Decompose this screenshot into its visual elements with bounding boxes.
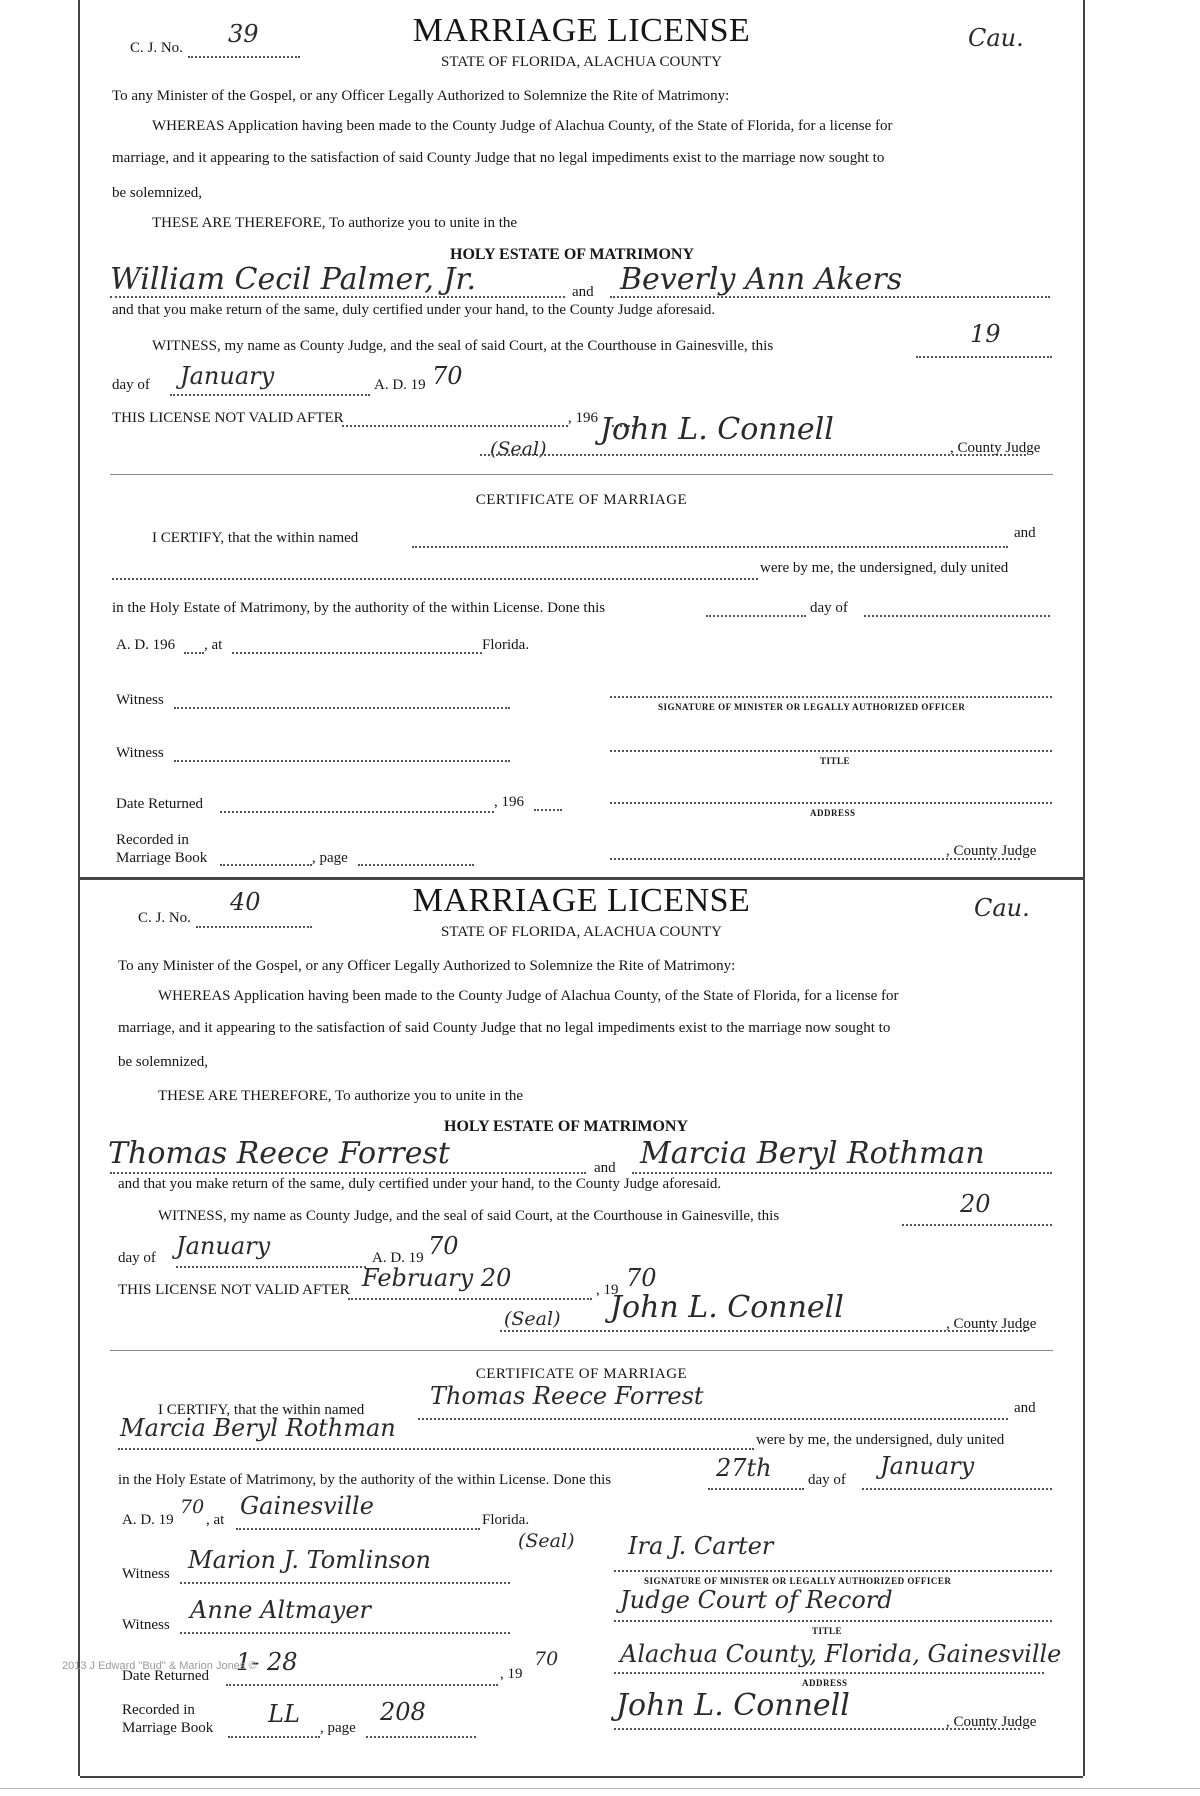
were-by-me-label: were by me, the undersigned, duly united (756, 1432, 1005, 1448)
day-number-line (916, 356, 1052, 358)
place: Gainesville (240, 1492, 374, 1520)
whereas-line-3: be solemnized, (112, 185, 202, 201)
year: 70 (428, 1232, 459, 1260)
copyright-watermark: 2013 J Edward "Bud" & Marion Jones © (62, 1660, 257, 1672)
certificate-title: CERTIFICATE OF MARRIAGE (475, 1366, 688, 1382)
date-returned-year: 70 (534, 1648, 559, 1670)
judge-signature: John L. Connell (600, 412, 834, 447)
cert-year-line (184, 652, 204, 654)
officer-title: Judge Court of Record (620, 1586, 893, 1614)
seal-mark: (Seal) (490, 438, 547, 460)
license-title: MARRIAGE LICENSE (412, 12, 751, 49)
cert-at-label: , at (206, 1512, 225, 1528)
witness-line: WITNESS, my name as County Judge, and the seal of said Court, at the Courthouse in Gainesville, this (158, 1208, 780, 1224)
officer-address-line (614, 1672, 1044, 1674)
county-judge-label: , County Judge (950, 440, 1041, 456)
month: January (176, 1232, 271, 1260)
address-caption: ADDRESS (802, 1678, 848, 1688)
certify-groom-line (418, 1418, 1008, 1420)
date-returned-year-label: , 19 (500, 1666, 523, 1682)
holy-estate-heading: HOLY ESTATE OF MATRIMONY (450, 246, 695, 263)
done-month-line (862, 1488, 1052, 1490)
not-valid-line (348, 1298, 592, 1300)
document-sheet (78, 0, 1085, 1776)
not-valid-date: February 20 (362, 1264, 512, 1292)
cj-label: C. J. No. (130, 40, 183, 56)
marriage-license-39 (80, 0, 1083, 880)
witness-1-label: Witness (122, 1566, 170, 1582)
marriage-book-label: Marriage Book (116, 850, 208, 866)
witness-2: Anne Altmayer (190, 1596, 372, 1624)
ad-label: A. D. 19 (374, 377, 426, 393)
day-of-label: day of (118, 1250, 156, 1266)
bride-line (610, 296, 1050, 298)
license-subtitle: STATE OF FLORIDA, ALACHUA COUNTY (441, 924, 722, 940)
month-line (176, 1266, 366, 1268)
whereas-line-1: WHEREAS Application having been made to the County Judge of Alachua County, of the State of Florida, for a license for (152, 118, 893, 134)
address-caption: ADDRESS (810, 808, 856, 818)
date-returned-line (226, 1684, 498, 1686)
recorded-in-label: Recorded in (122, 1702, 195, 1718)
witness-2-label: Witness (122, 1617, 170, 1633)
witness-2-line (180, 1632, 510, 1634)
date-returned-year-label: , 196 (494, 794, 524, 810)
signature-caption: SIGNATURE OF MINISTER OR LEGALLY AUTHORIZED OFFICER (644, 1576, 952, 1586)
florida-label: Florida. (482, 637, 530, 653)
date-returned-label: Date Returned (116, 796, 204, 812)
place-line (232, 652, 482, 654)
certify-groom-line (412, 546, 1008, 548)
day-number: 19 (970, 320, 1001, 348)
and-word: and (594, 1160, 616, 1176)
witness-2-label: Witness (116, 745, 164, 761)
witness-line: WITNESS, my name as County Judge, and the seal of said Court, at the Courthouse in Gainesville, this (152, 338, 774, 354)
officer-title-line (610, 750, 1052, 752)
certify-and: and (1014, 1400, 1036, 1416)
corner-mark: Cau. (968, 24, 1024, 52)
and-word: and (572, 284, 594, 300)
page-number: 208 (380, 1698, 426, 1726)
groom-line (110, 1172, 586, 1174)
witness-1: Marion J. Tomlinson (188, 1546, 431, 1574)
title-caption: TITLE (812, 1626, 843, 1636)
cj-number: 40 (230, 888, 261, 916)
ad-label: A. D. 19 (372, 1250, 424, 1266)
done-day-line (708, 1488, 804, 1490)
bride-line (632, 1172, 1052, 1174)
whereas-line-3: be solemnized, (118, 1054, 208, 1070)
day-number-line (902, 1224, 1052, 1226)
page-line (358, 864, 474, 866)
page-label: , page (320, 1720, 356, 1736)
month-line (170, 394, 370, 396)
county-judge-label: , County Judge (946, 1316, 1037, 1332)
page-label: , page (312, 850, 348, 866)
place-line (236, 1528, 480, 1530)
holy-estate-line: in the Holy Estate of Matrimony, by the authority of the within License. Done this (118, 1472, 612, 1488)
cert-day-of: day of (810, 600, 848, 616)
certify-label: I CERTIFY, that the within named (158, 1402, 365, 1418)
date-returned-year-line (534, 809, 562, 811)
holy-estate-line: in the Holy Estate of Matrimony, by the authority of the within License. Done this (112, 600, 606, 616)
cert-at-label: , at (204, 637, 223, 653)
book-line (220, 864, 312, 866)
date-returned-label: Date Returned (122, 1668, 210, 1684)
day-of-label: day of (112, 377, 150, 393)
certify-and: and (1014, 525, 1036, 541)
certify-label: I CERTIFY, that the within named (152, 530, 359, 546)
address-line: To any Minister of the Gospel, or any Officer Legally Authorized to Solemnize the Rite of Matrimony: (118, 958, 736, 974)
were-by-me-label: were by me, the undersigned, duly united (760, 560, 1009, 576)
certify-groom: Thomas Reece Forrest (430, 1382, 704, 1410)
done-day: 27th (716, 1454, 772, 1482)
year: 70 (432, 362, 463, 390)
cert-ad-label: A. D. 196 (116, 637, 176, 653)
whereas-line-2: marriage, and it appearing to the satisfaction of said County Judge that no legal impediments exist to the marriage now sought to (112, 150, 885, 166)
license-subtitle: STATE OF FLORIDA, ALACHUA COUNTY (441, 54, 722, 70)
officer-address-line (610, 802, 1052, 804)
month: January (180, 362, 275, 390)
cert-county-judge-label: , County Judge (946, 843, 1037, 859)
officer-address: Alachua County, Florida, Gainesville (620, 1640, 1062, 1668)
certify-bride: Marcia Beryl Rothman (120, 1414, 396, 1442)
done-month-line (864, 615, 1050, 617)
book-number: LL (268, 1700, 300, 1728)
book-line (228, 1736, 320, 1738)
clerk-signature: John L. Connell (616, 1688, 850, 1723)
not-valid-label: THIS LICENSE NOT VALID AFTER (118, 1282, 350, 1298)
whereas-line-2: marriage, and it appearing to the satisfaction of said County Judge that no legal impediments exist to the marriage now sought to (118, 1020, 891, 1036)
officer-title-line (614, 1620, 1052, 1622)
not-valid-year-label: , 19 (596, 1282, 619, 1298)
seal-mark: (Seal) (504, 1308, 561, 1330)
not-valid-year-label: , 196 (568, 410, 598, 426)
done-month: January (880, 1452, 975, 1480)
done-day-line (706, 615, 806, 617)
bride-name: Beverly Ann Akers (620, 262, 903, 297)
cj-label: C. J. No. (138, 910, 191, 926)
signature-caption: SIGNATURE OF MINISTER OR LEGALLY AUTHORIZED OFFICER (658, 702, 966, 712)
page-bottom-line (0, 1788, 1200, 1789)
license-title: MARRIAGE LICENSE (412, 882, 751, 919)
officer-seal: (Seal) (518, 1530, 575, 1552)
judge-signature: John L. Connell (610, 1290, 844, 1325)
officer-signature-line (610, 696, 1052, 698)
not-valid-line (342, 425, 568, 427)
day-number: 20 (960, 1190, 991, 1218)
groom-name: Thomas Reece Forrest (108, 1136, 450, 1171)
cert-ad-label: A. D. 19 (122, 1512, 174, 1528)
holy-estate-heading: HOLY ESTATE OF MATRIMONY (444, 1118, 689, 1135)
officer-signature-line (614, 1570, 1052, 1572)
witness-1-line (180, 1582, 510, 1584)
witness-1-line (174, 707, 510, 709)
marriage-license-40 (80, 880, 1083, 1778)
groom-line (110, 296, 565, 298)
certify-bride-line (112, 578, 758, 580)
date-returned-line (220, 811, 494, 813)
cj-number: 39 (228, 20, 259, 48)
witness-1-label: Witness (116, 692, 164, 708)
page-line (366, 1736, 476, 1738)
recorded-in-label: Recorded in (116, 832, 189, 848)
section-divider (110, 474, 1053, 475)
certificate-title: CERTIFICATE OF MARRIAGE (475, 492, 688, 508)
whereas-line-1: WHEREAS Application having been made to the County Judge of Alachua County, of the State of Florida, for a license for (158, 988, 899, 1004)
groom-name: William Cecil Palmer, Jr. (110, 262, 477, 297)
florida-label: Florida. (482, 1512, 530, 1528)
therefore-line: THESE ARE THEREFORE, To authorize you to unite in the (152, 215, 518, 231)
marriage-book-label: Marriage Book (122, 1720, 214, 1736)
bride-name: Marcia Beryl Rothman (640, 1136, 985, 1171)
certify-bride-line (118, 1448, 754, 1450)
date-returned: 1- 28 (236, 1648, 298, 1676)
judge-signature-line (480, 454, 1026, 456)
cert-day-of: day of (808, 1472, 846, 1488)
officer-signature: Ira J. Carter (628, 1532, 774, 1560)
corner-mark: Cau. (974, 894, 1030, 922)
cert-year: 70 (180, 1496, 205, 1518)
not-valid-year: 70 (626, 1264, 657, 1292)
return-line: and that you make return of the same, duly certified under your hand, to the County Judge aforesaid. (118, 1176, 722, 1192)
title-caption: TITLE (820, 756, 851, 766)
therefore-line: THESE ARE THEREFORE, To authorize you to unite in the (158, 1088, 524, 1104)
witness-2-line (174, 760, 510, 762)
cert-county-judge-label: , County Judge (946, 1714, 1037, 1730)
return-line: and that you make return of the same, duly certified under your hand, to the County Judge aforesaid. (112, 302, 716, 318)
not-valid-label: THIS LICENSE NOT VALID AFTER (112, 410, 344, 426)
address-line: To any Minister of the Gospel, or any Officer Legally Authorized to Solemnize the Rite of Matrimony: (112, 88, 730, 104)
section-divider (110, 1350, 1053, 1351)
